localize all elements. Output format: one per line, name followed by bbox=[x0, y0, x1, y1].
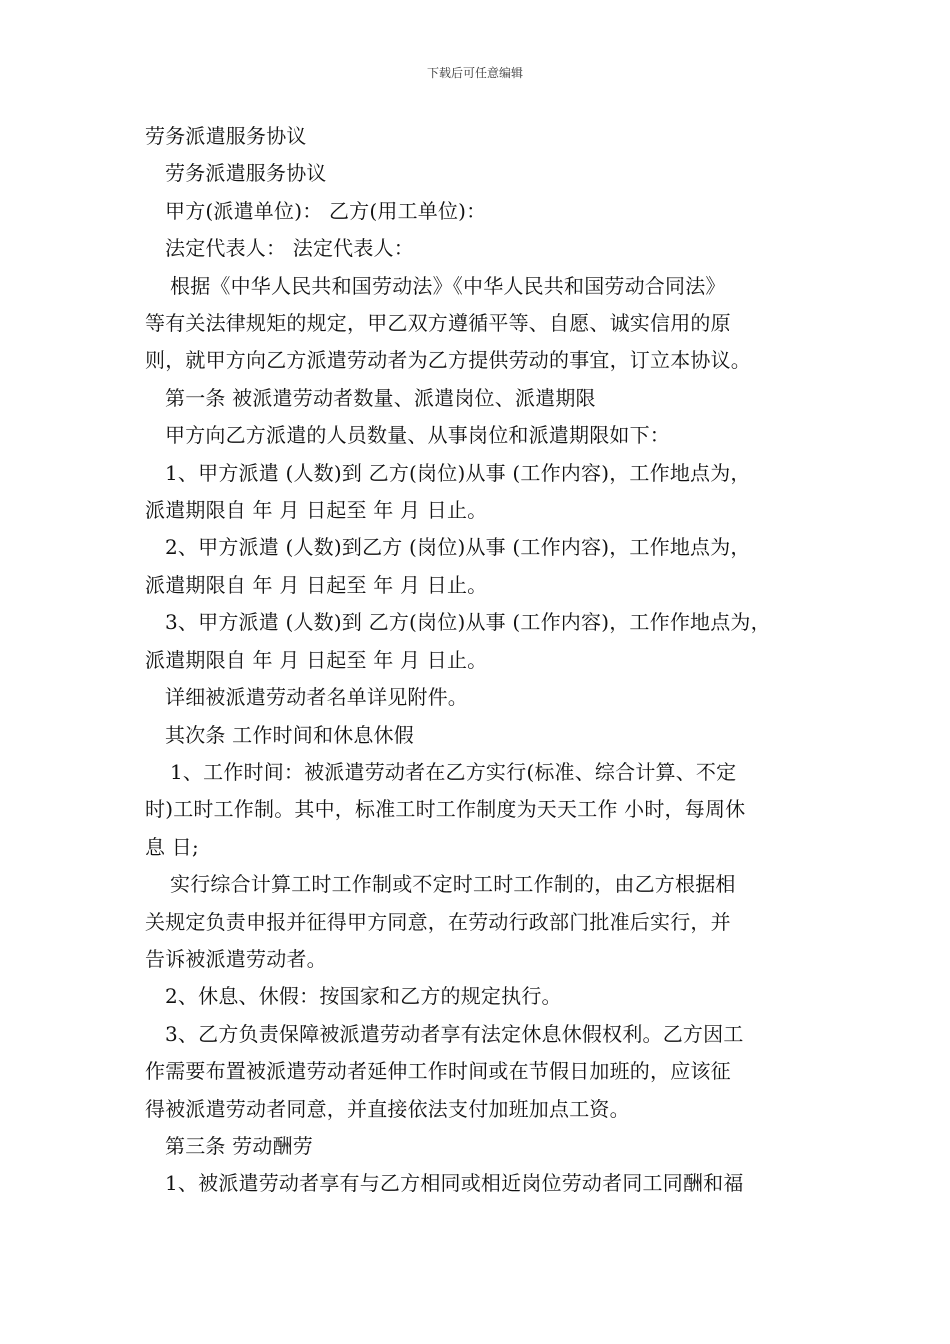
representative-line: 法定代表人： 法定代表人： bbox=[165, 236, 414, 261]
paragraph-line: 派遣期限自 年 月 日起至 年 月 日止。 bbox=[145, 498, 488, 523]
paragraph-line: 1、工作时间：被派遣劳动者在乙方实行(标准、综合计算、不定 bbox=[170, 759, 737, 784]
paragraph-line: 实行综合计算工时工作制或不定时工时工作制的，由乙方根据相 bbox=[170, 872, 736, 897]
paragraph-line: 息 日; bbox=[145, 834, 199, 859]
paragraph-line: 得被派遣劳动者同意，并直接依法支付加班加点工资。 bbox=[145, 1096, 630, 1121]
party-line: 甲方(派遣单位)： 乙方(用工单位)： bbox=[165, 198, 487, 223]
paragraph-line: 根据《中华人民共和国劳动法》《中华人民共和国劳动合同法》 bbox=[170, 273, 726, 298]
paragraph-line: 等有关法律规矩的规定，甲乙双方遵循平等、自愿、诚实信用的原 bbox=[145, 311, 731, 336]
doc-subtitle: 劳务派遣服务协议 bbox=[165, 161, 327, 186]
article-heading: 其次条 工作时间和休息休假 bbox=[165, 722, 414, 747]
paragraph-line: 时)工时工作制。其中，标准工时工作制度为天天工作 小时，每周休 bbox=[145, 797, 746, 822]
page-header-note: 下载后可任意编辑 bbox=[426, 66, 523, 80]
paragraph-line: 派遣期限自 年 月 日起至 年 月 日止。 bbox=[145, 572, 488, 597]
paragraph-line: 1、被派遣劳动者享有与乙方相同或相近岗位劳动者同工同酬和福 bbox=[165, 1171, 744, 1196]
document-body bbox=[145, 118, 817, 1203]
paragraph-line: 1、甲方派遣 (人数)到 乙方(岗位)从事 (工作内容)，工作地点为， bbox=[165, 460, 751, 485]
paragraph-line: 甲方向乙方派遣的人员数量、从事岗位和派遣期限如下： bbox=[165, 423, 670, 448]
paragraph-line: 作需要布置被派遣劳动者延伸工作时间或在节假日加班的，应该征 bbox=[145, 1059, 731, 1084]
paragraph-line: 3、甲方派遣 (人数)到 乙方(岗位)从事 (工作内容)，工作作地点为， bbox=[165, 610, 771, 635]
paragraph-line: 告诉被派遣劳动者。 bbox=[145, 946, 327, 971]
paragraph-line: 则，就甲方向乙方派遣劳动者为乙方提供劳动的事宜，订立本协议。 bbox=[145, 348, 751, 373]
paragraph-line: 3、乙方负责保障被派遣劳动者享有法定休息休假权利。乙方因工 bbox=[165, 1021, 744, 1046]
doc-title: 劳务派遣服务协议 bbox=[145, 124, 307, 148]
paragraph-line: 详细被派遣劳动者名单详见附件。 bbox=[165, 685, 468, 710]
paragraph-line: 2、甲方派遣 (人数)到乙方 (岗位)从事 (工作内容)，工作地点为， bbox=[165, 535, 751, 560]
paragraph-line: 2、休息、休假：按国家和乙方的规定执行。 bbox=[165, 984, 562, 1009]
paragraph-line: 关规定负责申报并征得甲方同意，在劳动行政部门批准后实行，并 bbox=[145, 909, 731, 934]
article-heading: 第一条 被派遣劳动者数量、派遣岗位、派遣期限 bbox=[165, 385, 596, 410]
paragraph-line: 派遣期限自 年 月 日起至 年 月 日止。 bbox=[145, 647, 488, 672]
article-heading: 第三条 劳动酬劳 bbox=[165, 1133, 313, 1158]
